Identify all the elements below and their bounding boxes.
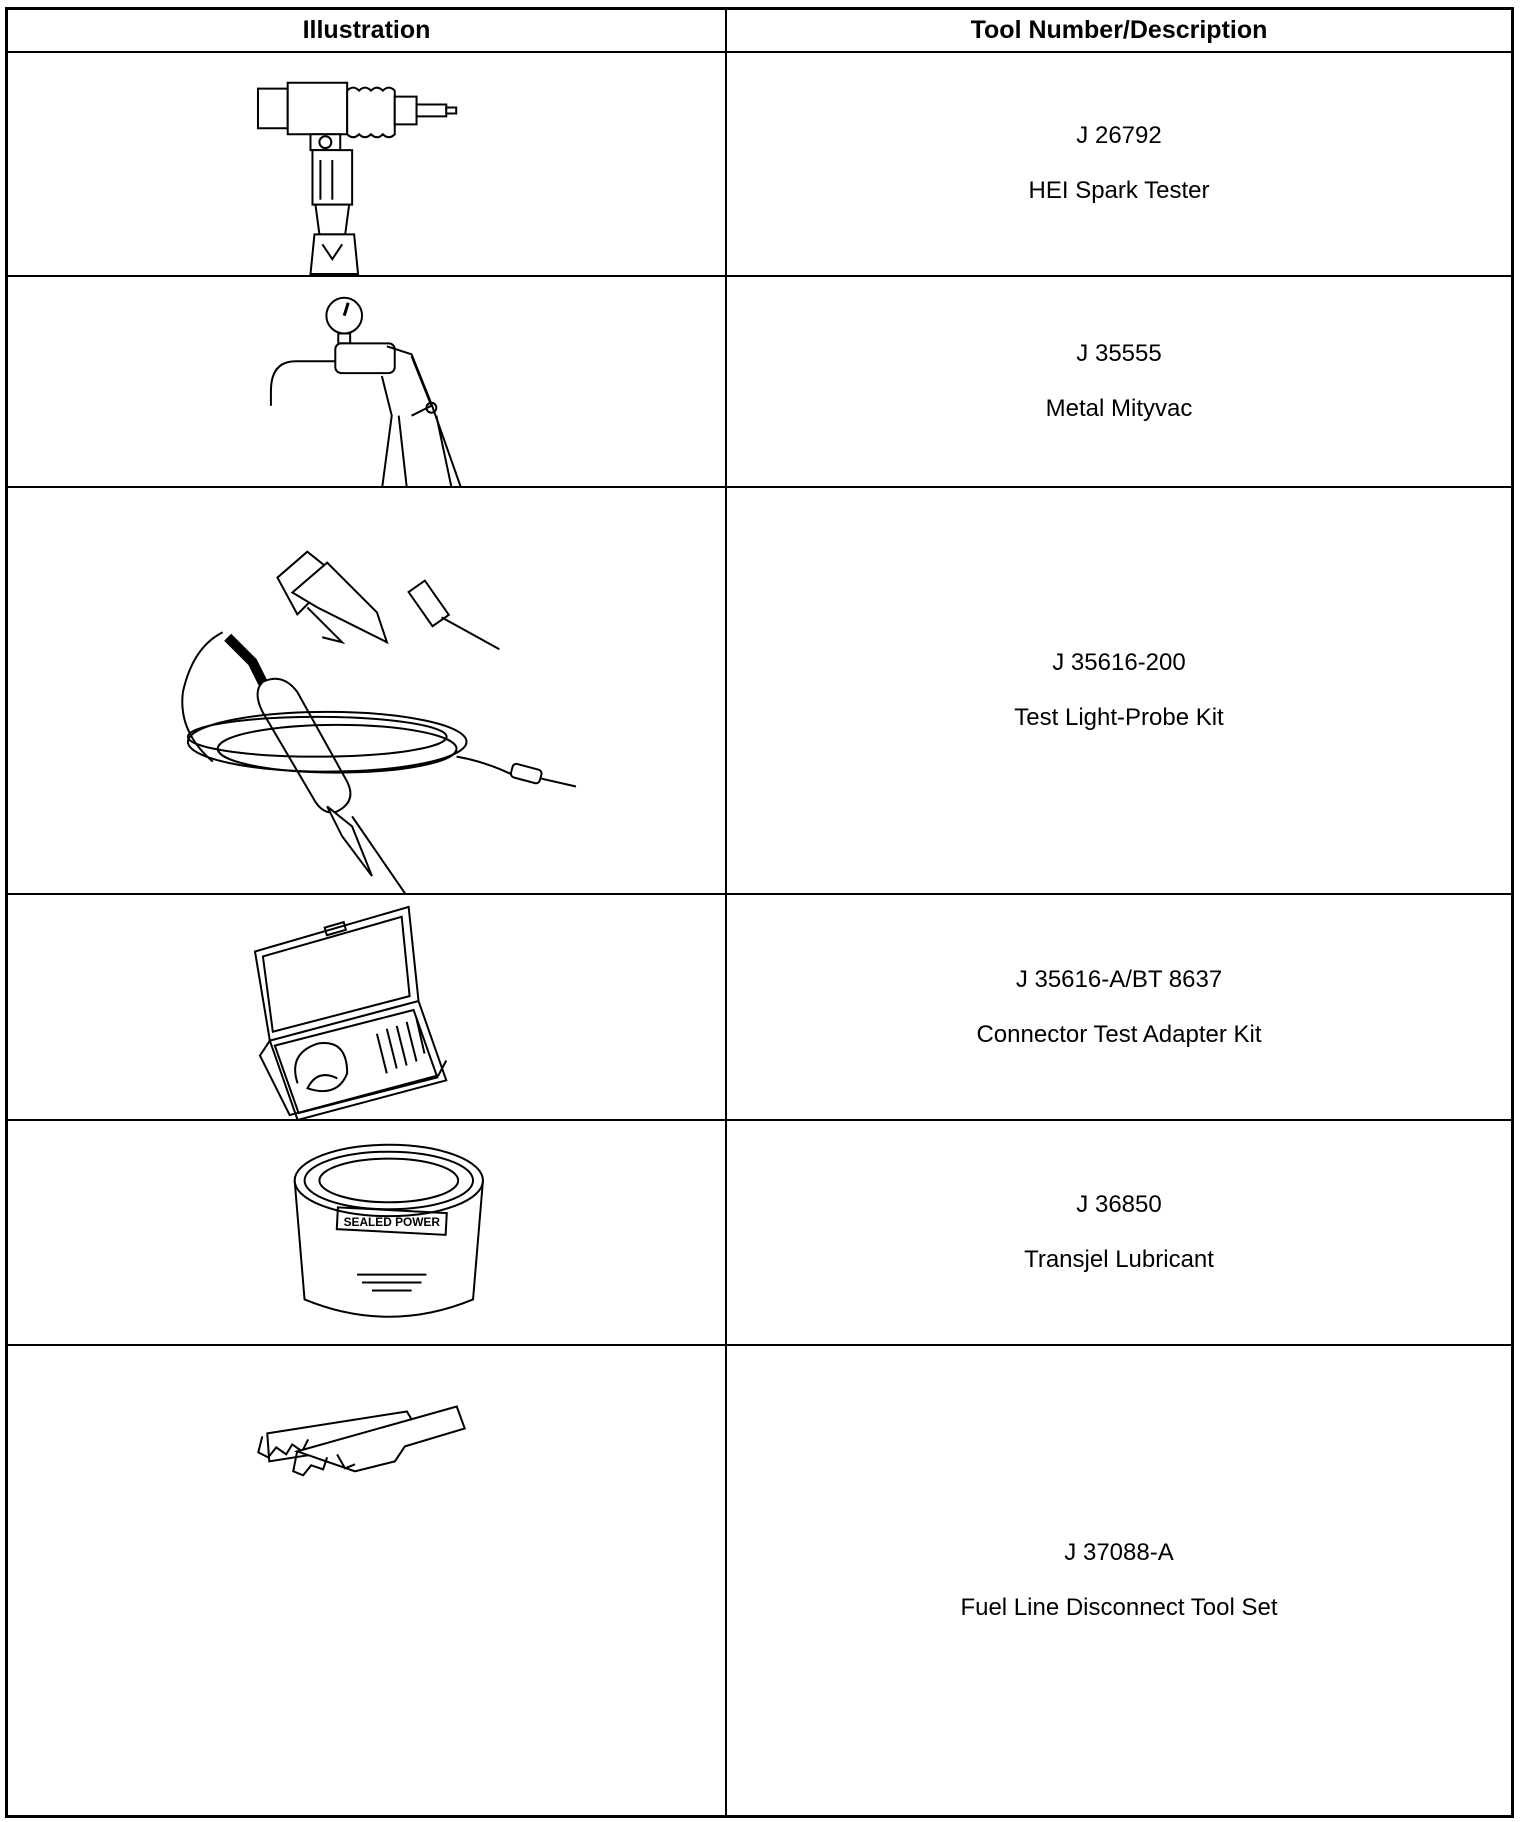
tool-table	[5, 7, 1514, 1818]
header-illustration: Illustration	[8, 10, 727, 51]
disconnect-tool-icon	[8, 1346, 727, 1815]
tool-number: J 35616-A/BT 8637	[1015, 965, 1223, 993]
tool-description: Test Light-Probe Kit	[1014, 704, 1224, 731]
tool-number: J 37088-A	[1064, 1539, 1174, 1566]
tool-description: Fuel Line Disconnect Tool Set	[960, 1594, 1278, 1621]
sealed-power-logo: SEALED POWER	[343, 1215, 440, 1230]
tool-number: J 35555	[1076, 340, 1162, 367]
table-row	[8, 1121, 1511, 1346]
adapter-kit-case-icon	[8, 895, 727, 1119]
vacuum-pump-icon	[8, 277, 727, 486]
tool-number: J 26792	[1076, 121, 1162, 149]
test-light-probe-icon	[8, 488, 727, 893]
tool-description-cell	[727, 1346, 1511, 1815]
tool-description: Connector Test Adapter Kit	[976, 1020, 1262, 1048]
tool-description: Metal Mityvac	[1045, 395, 1193, 422]
header-tool-number-description: Tool Number/Description	[970, 16, 1268, 44]
tool-description-cell	[727, 277, 1511, 486]
tool-description: HEI Spark Tester	[1028, 176, 1210, 204]
table-row	[8, 488, 1511, 895]
spark-tester-icon	[8, 51, 727, 275]
table-row	[8, 1346, 1511, 1815]
table-row	[8, 51, 1511, 277]
table-row	[8, 895, 1511, 1121]
tool-number: J 36850	[1076, 1191, 1162, 1218]
tool-description-cell	[727, 51, 1511, 275]
table-header-row	[8, 10, 1511, 53]
tool-description-cell	[727, 488, 1511, 893]
tool-description-cell	[727, 1121, 1511, 1344]
table-row	[8, 277, 1511, 488]
lubricant-tub-icon	[8, 1121, 727, 1344]
tool-description: Transjel Lubricant	[1024, 1246, 1214, 1273]
tool-description-cell	[727, 895, 1511, 1119]
tool-number: J 35616-200	[1052, 649, 1186, 676]
